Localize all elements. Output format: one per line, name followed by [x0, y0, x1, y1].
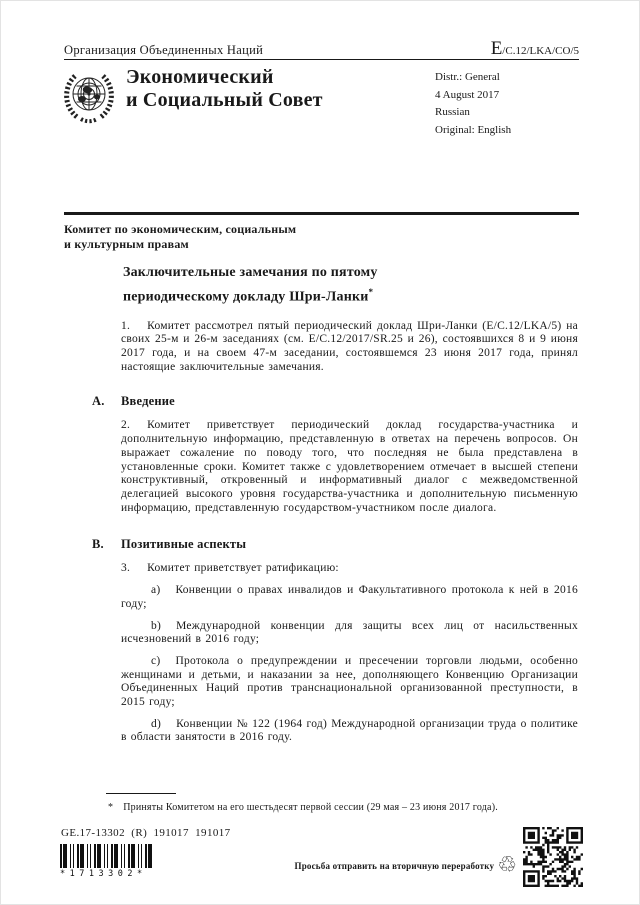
section-a-title: Введение: [121, 394, 175, 409]
section-b-title: Позитивные аспекты: [121, 537, 247, 552]
list-item-b: [121, 620, 578, 647]
paragraph-3-text: Комитет приветствует ратификацию:: [147, 562, 339, 575]
council-title-line2: и Социальный Совет: [126, 89, 323, 111]
barcode-bars: [60, 844, 152, 868]
recycle-text: Просьба отправить на вторичную переработку: [294, 861, 495, 871]
document-symbol: [491, 38, 579, 60]
list-item-d-letter: d): [151, 717, 162, 730]
list-item-d-text: Конвенции № 122 (1964 год) Международной организации труда о политике в области занятости в 2016 году.: [121, 717, 578, 744]
list-item-c-letter: c): [151, 654, 161, 667]
ge-number: GE.17-13302 (R) 191017 191017: [61, 827, 231, 839]
section-a-heading: [92, 394, 578, 409]
list-item-c-text: Протокола о предупреждении и пресечении торговли людьми, особенно женщинами и детьми, и наказании за нее, дополняющего Конвенцию Организации Объединенных Наций против транснациональной организованной преступности, в 2015 году;: [121, 654, 578, 709]
committee-name: [64, 222, 296, 251]
document-symbol-rest: /C.12/LKA/CO/5: [502, 45, 579, 57]
section-a-letter: A.: [92, 394, 105, 409]
date-line: 4 August 2017: [435, 88, 500, 101]
list-item-a: [121, 584, 578, 611]
distribution-info: [435, 69, 511, 139]
paragraph-2-number: 2.: [121, 419, 131, 432]
council-title: [126, 66, 323, 112]
list-item-b-letter: b): [151, 619, 162, 632]
footnote-text: Приняты Комитетом на его шестьдесят первой сессии (29 мая – 23 июня 2017 года).: [123, 802, 498, 813]
un-org-name: Организация Объединенных Наций: [64, 43, 264, 57]
list-item-d: [121, 718, 578, 745]
language-line: Russian: [435, 106, 470, 118]
recycle-icon: ♲: [497, 853, 517, 878]
council-title-line1: Экономический: [126, 66, 274, 88]
footnote-marker: *: [368, 286, 374, 297]
qr-code: [523, 827, 583, 887]
paragraph-1-text: Комитет рассмотрел пятый периодический доклад Шри-Ланки (E/C.12/LKA/5) на своих 25-м и 26-м заседаниях (см. E/C.12/2017/SR.25 и 26), состоявшихся 8 и 9 июня 2017 года, и на своем 47-м заседании, состоявшемся 23 июня 2017 года, принял настоящие заключительные замечания.: [121, 319, 578, 373]
document-symbol-initial: E: [490, 38, 503, 59]
paragraph-1: [121, 320, 578, 375]
header-divider: [64, 59, 579, 60]
document-title-line1: Заключительные замечания по пятому: [123, 265, 378, 280]
document-title-line2: периодическому докладу Шри-Ланки: [123, 289, 369, 305]
list-item-b-text: Международной конвенции для защиты всех лиц от насильственных исчезновений в 2016 году;: [121, 619, 578, 646]
section-b-heading: [92, 537, 578, 552]
original-language-line: Original: English: [435, 123, 512, 136]
document-body: [92, 264, 578, 745]
section-divider: [64, 212, 579, 215]
paragraph-1-number: 1.: [121, 319, 131, 332]
footnote-divider: [106, 793, 176, 794]
committee-name-line1: Комитет по экономическим, социальным: [64, 222, 297, 236]
list-item-a-letter: a): [151, 584, 161, 597]
list-item-a-text: Конвенции о правах инвалидов и Факультативного протокола к ней в 2016 году;: [121, 584, 578, 610]
document-title: [123, 264, 578, 307]
section-b-letter: B.: [92, 537, 104, 552]
footnote: [108, 802, 578, 813]
list-item-c: [121, 655, 578, 710]
header: [64, 38, 579, 60]
committee-name-line2: и культурным правам: [64, 236, 189, 251]
distr-line: Distr.: General: [435, 71, 500, 83]
un-emblem-icon: [57, 64, 121, 128]
recycle-notice: [295, 855, 518, 877]
paragraph-3: [121, 562, 578, 576]
footnote-asterisk: *: [108, 802, 114, 813]
paragraph-2-text: Комитет приветствует периодический доклад государства-участника и дополнительную информацию, представленную в ответах на перечень вопросов. Он выражает сожаление по поводу того, что последняя не была представлена в установленные сроки. Комитет также с удовлетворением отмечает в высшей степени конструктивный, откровенный и информативный диалог с межведомственной делегацией высокого уровня государства-участника и дополнительную письменную информацию, представленную государством-участником после диалога.: [121, 419, 578, 514]
barcode-text: *1713302*: [60, 869, 147, 879]
barcode: [60, 844, 156, 879]
paragraph-3-number: 3.: [121, 562, 131, 575]
paragraph-2: [121, 419, 578, 515]
